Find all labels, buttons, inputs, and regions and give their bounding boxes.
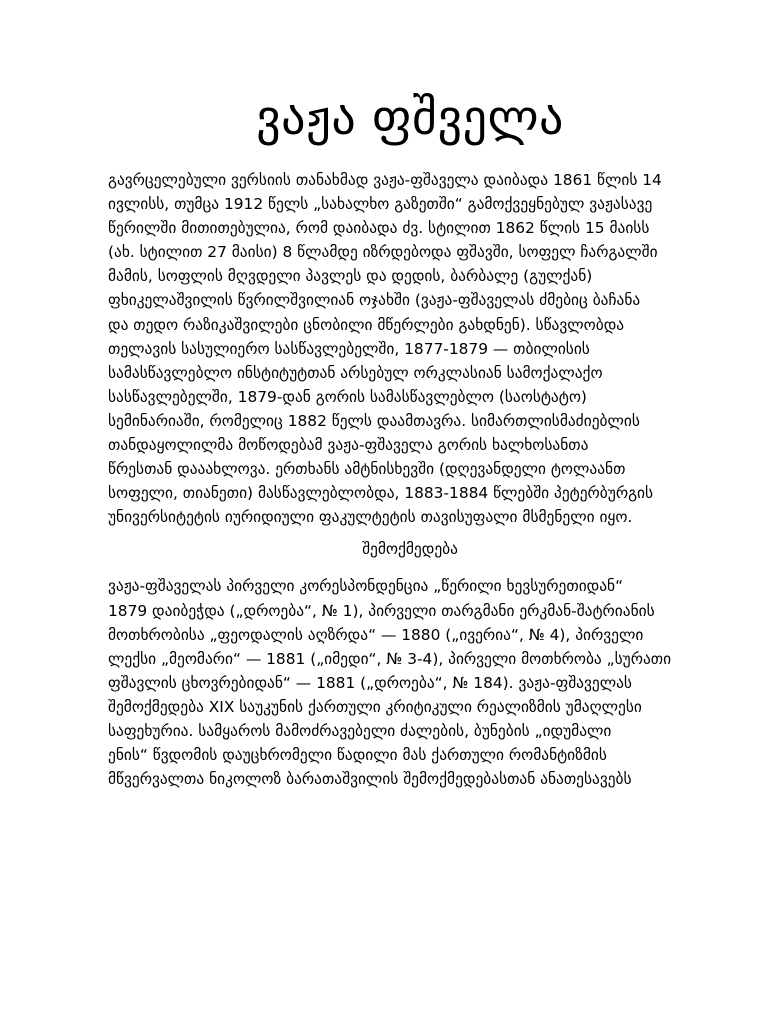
- text-line: სოფელი, თიანეთი) მასწავლებლობდა, 1883-1884 წლებში პეტერბურგის: [108, 484, 654, 503]
- section-heading-creativity: შემოქმედება: [362, 540, 458, 559]
- text-line: სემინარიაში, რომელიც 1882 წელს დაამთავრა. სიმართლისმაძიებლის: [108, 411, 640, 430]
- text-line: გავრცელებული ვერსიის თანახმად ვაჟა-ფშაველა დაიბადა 1861 წლის 14: [108, 171, 662, 189]
- creativity-paragraph: [108, 574, 712, 791]
- text-line: ფშავლის ცხოვრებიდან“ — 1881 („დროება“, № 184). ვაჟა-ფშაველას: [108, 673, 632, 692]
- text-line: მოთხრობისა „ფეოდალის აღზრდა“ — 1880 („ივერია“, № 4), პირველი: [108, 625, 644, 644]
- text-line: წერილში მითითებულია, რომ დაიბადა ძვ. სტილით 1862 წლის 15 მაისს: [108, 219, 650, 238]
- biography-paragraph: [108, 168, 712, 529]
- text-line: ენის“ წვდომის დაუცხრომელი წადილი მას ქართული რომანტიზმის: [108, 746, 607, 765]
- text-line: თელავის სასულიერო სასწავლებელში, 1877-1879 — თბილისის: [108, 339, 590, 358]
- text-line: (ახ. სტილით 27 მაისი) 8 წლამდე იზრდებოდა ფშავში, სოფელ ჩარგალში: [108, 243, 658, 262]
- text-line: სამასწავლებლო ინსტიტუტთან არსებულ ორკლასიან სამოქალაქო: [108, 363, 603, 382]
- text-line: თანდაყოლილმა მოწოდებამ ვაჟა-ფშაველა გორის ხალხოსანთა: [108, 436, 589, 455]
- text-line: 1879 დაიბეჭდა („დროება“, № 1), პირველი თარგმანი ერკმან-შატრიანის: [108, 601, 655, 620]
- page-title: ვაჟა ფშველა: [256, 90, 564, 146]
- text-line: უნივერსიტეტის იურიდიული ფაკულტეტის თავისუფალი მსმენელი იყო.: [108, 508, 633, 527]
- text-line: ვაჟა-ფშაველას პირველი კორესპონდენცია „წერილი ხევსურეთიდან“: [108, 577, 624, 596]
- text-line: ფხიკელაშვილის წვრილშვილიან ოჯახში (ვაჟა-ფშაველას ძმებიც ბაჩანა: [108, 291, 641, 310]
- text-line: მამის, სოფლის მღვდელი პავლეს და დედის, ბარბალე (გულქან): [108, 267, 593, 286]
- text-line: მწვერვალთა ნიკოლოზ ბარათაშვილის შემოქმედებასთან ანათესავებს: [108, 770, 632, 789]
- text-line: ლექსი „მეომარი“ — 1881 („იმედი“, № 3-4), პირველი მოთხრობა „სურათი: [108, 649, 672, 668]
- text-line: და თედო რაზიკაშვილები ცნობილი მწერლები გახდნენ). სწავლობდა: [108, 315, 625, 334]
- text-line: ივლისს, თუმცა 1912 წელს „სახალხო გაზეთში“ გამოქვეყნებულ ვაჟასავე: [108, 195, 653, 214]
- text-line: შემოქმედება XIX საუკუნის ქართული კრიტიკული რეალიზმის უმაღლესი: [108, 697, 642, 716]
- text-line: წრესთან დააახლოვა. ერთხანს ამტნისხევში (დღევანდელი ტოლაანთ: [108, 460, 626, 479]
- text-line: სასწავლებელში, 1879-დან გორის სამასწავლებლო (საოსტატო): [108, 387, 587, 406]
- text-line: საფეხურია. სამყაროს მამოძრავებელი ძალების, ბუნების „იდუმალი: [108, 721, 612, 740]
